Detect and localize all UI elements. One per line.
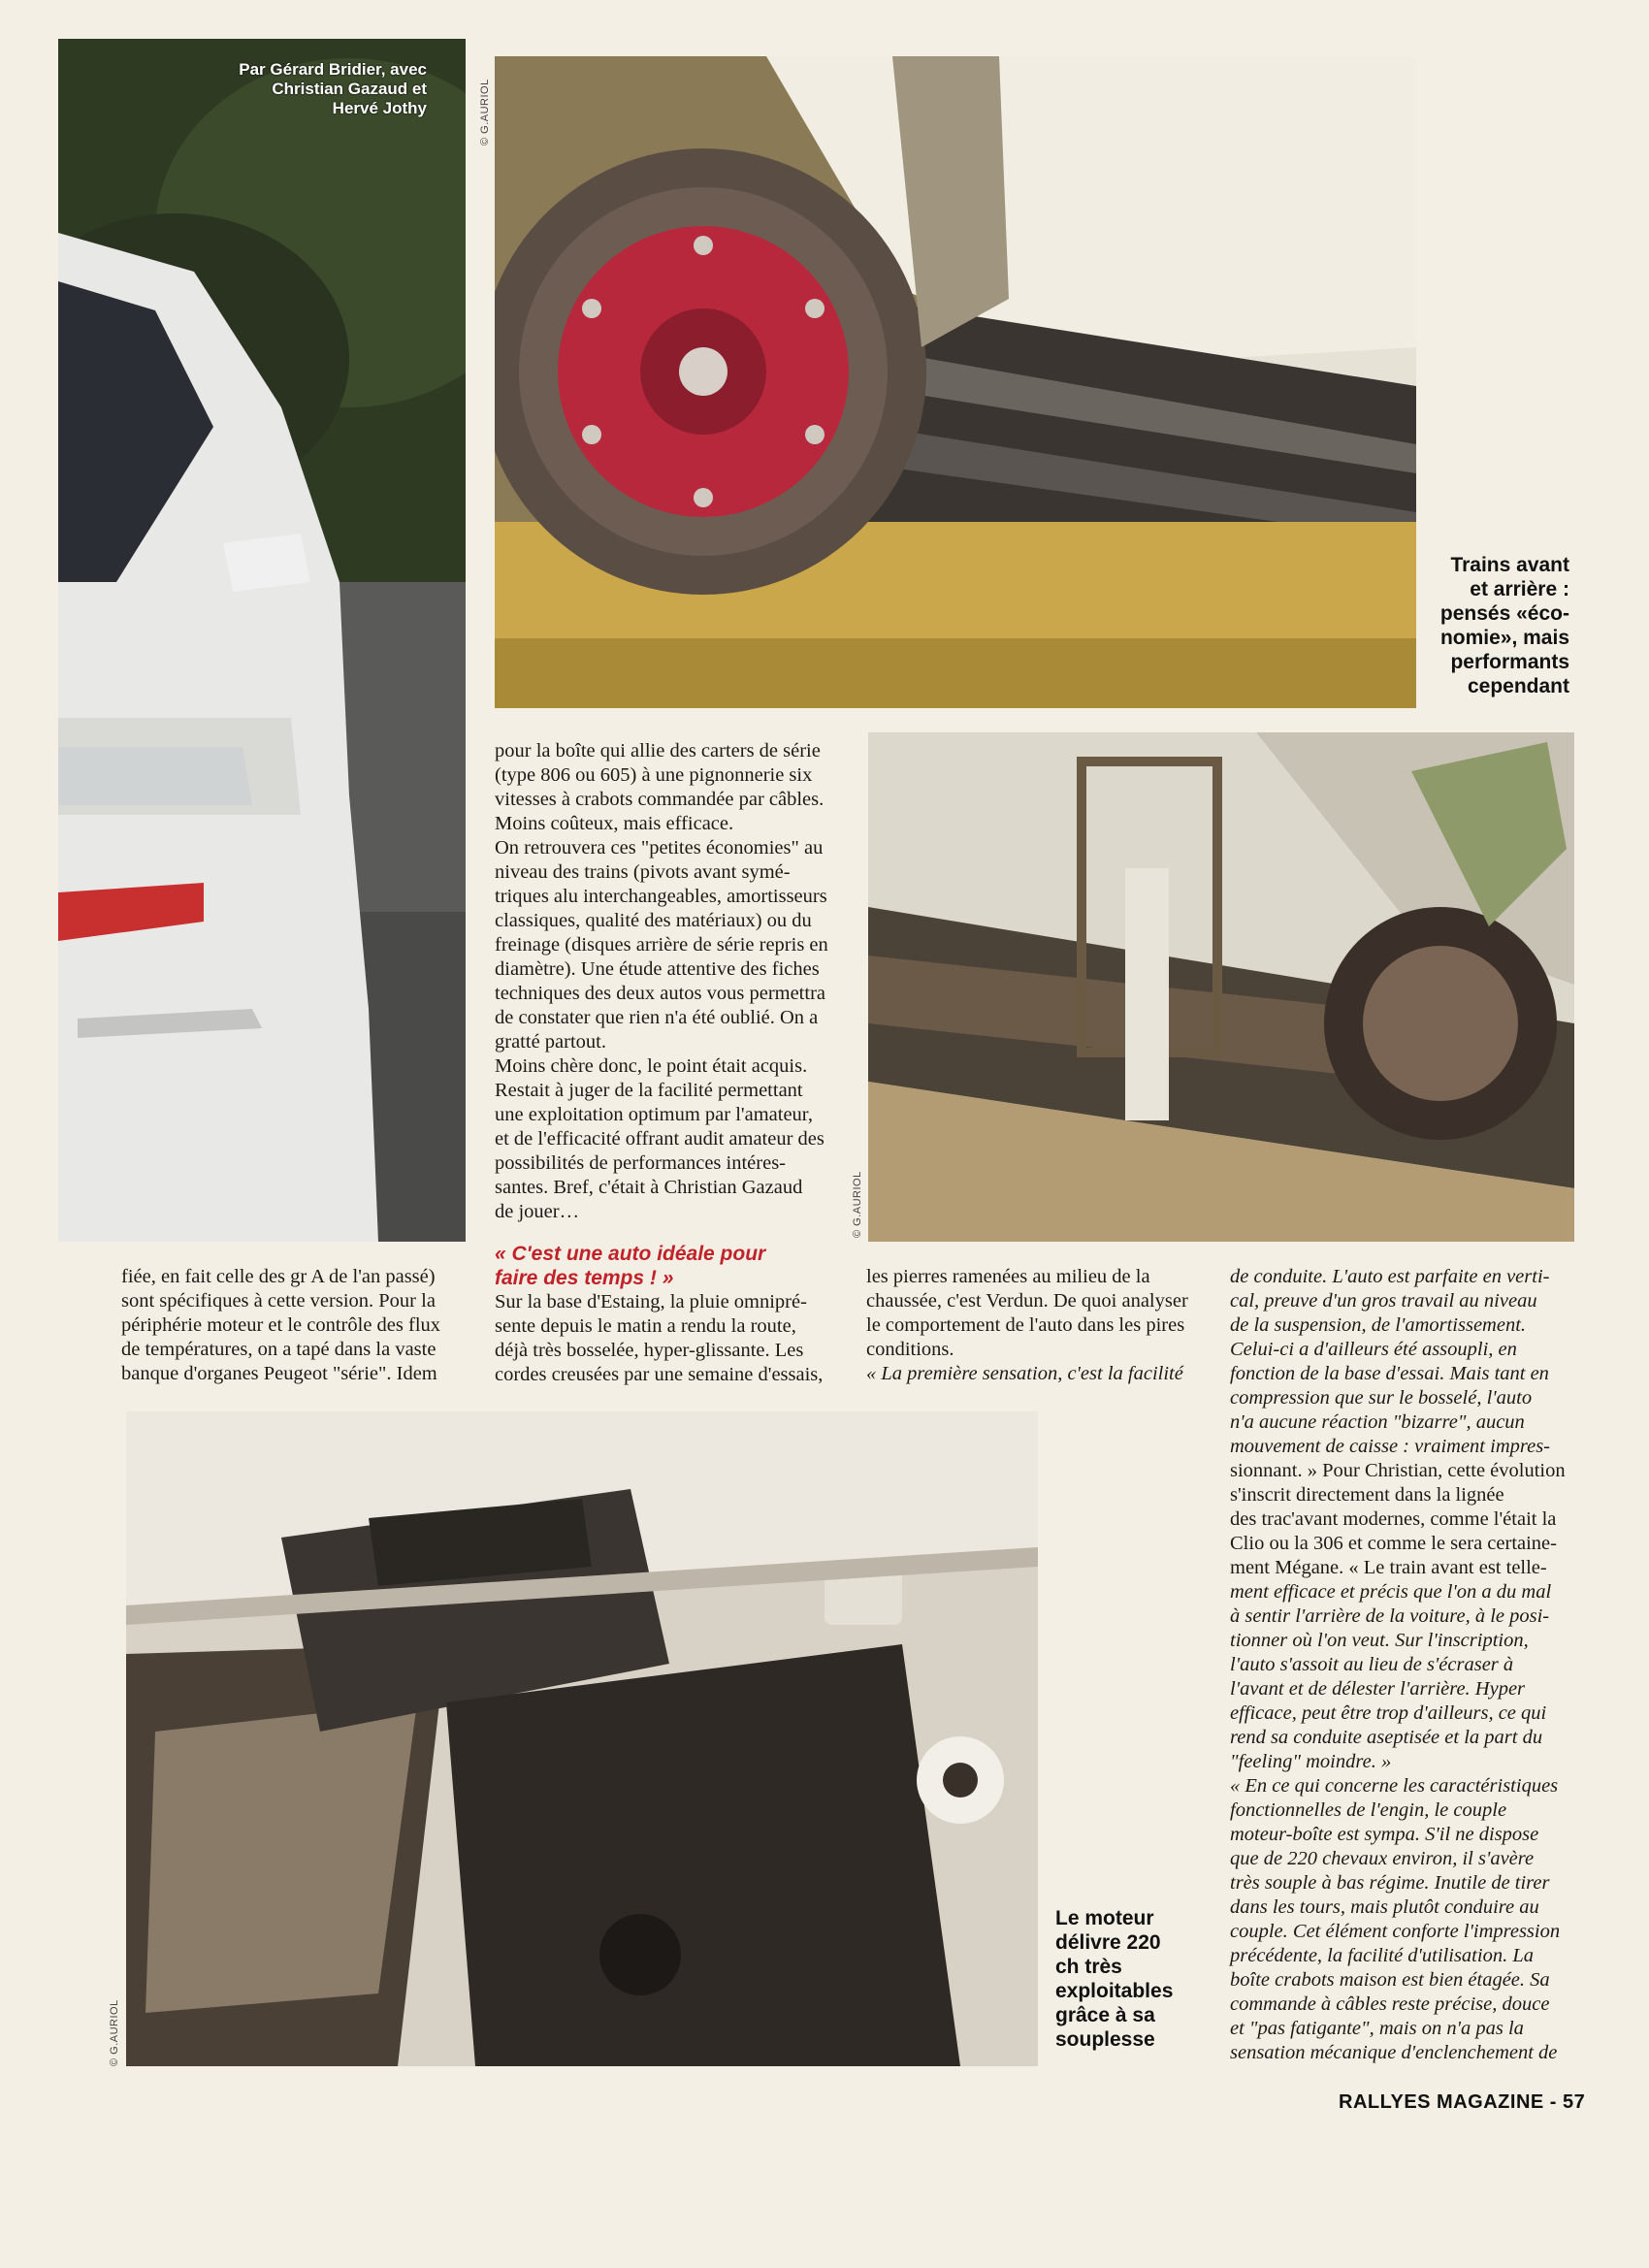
- text-line: fonction de la base d'essai. Mais tant en: [1230, 1363, 1549, 1384]
- article-col-mid: [495, 1290, 849, 1387]
- caption-engine-line-4: exploitables: [1055, 1980, 1174, 2002]
- text-line: sente depuis le matin a rendu la route,: [495, 1315, 796, 1337]
- caption-engine-line-2: délivre 220: [1055, 1931, 1161, 1954]
- text-line: conditions.: [866, 1339, 954, 1360]
- text-line: Celui-ci a d'ailleurs été assoupli, en: [1230, 1339, 1517, 1360]
- rear-axle-photo: [868, 732, 1574, 1242]
- text-line: Moins chère donc, le point était acquis.: [495, 1055, 808, 1077]
- text-line: tionner où l'on veut. Sur l'inscription,: [1230, 1630, 1529, 1651]
- article-subhead: [495, 1242, 849, 1290]
- text-line: efficace, peut être trop d'ailleurs, ce qui: [1230, 1702, 1547, 1724]
- caption-engine-line-1: Le moteur: [1055, 1907, 1154, 1929]
- article-col-mid2: [866, 1265, 1206, 1386]
- text-line: classiques, qualité des matériaux) ou du: [495, 910, 812, 931]
- suspension-photo: [495, 56, 1416, 708]
- article-col-right: [1230, 1265, 1576, 2065]
- caption-suspension-line-4: nomie», mais: [1439, 627, 1569, 649]
- text-line: banque d'organes Peugeot "série". Idem: [121, 1363, 437, 1384]
- text-line: cal, preuve d'un gros travail au niveau: [1230, 1290, 1537, 1312]
- photo-credit-rear-axle: © G.AURIOL: [852, 1171, 863, 1238]
- text-line: possibilités de performances intéres-: [495, 1152, 787, 1174]
- text-line: triques alu interchangeables, amortisseurs: [495, 886, 827, 907]
- article-col-center: [495, 739, 849, 1224]
- caption-suspension-line-3: pensés «éco-: [1439, 602, 1569, 625]
- text-line: chaussée, c'est Verdun. De quoi analyser: [866, 1290, 1188, 1312]
- text-line: compression que sur le bosselé, l'auto: [1230, 1387, 1533, 1409]
- byline: [155, 60, 427, 118]
- byline-line-1: Par Gérard Bridier, avec: [239, 60, 427, 79]
- text-line: couple. Cet élément conforte l'impression: [1230, 1921, 1561, 1942]
- article-col-left: [121, 1265, 466, 1386]
- photo-credit-suspension: © G.AURIOL: [479, 79, 491, 146]
- page-footer: RALLYES MAGAZINE - 57: [1339, 2091, 1586, 2113]
- text-line: Clio ou la 306 et comme le sera certaine-: [1230, 1533, 1557, 1554]
- text-line: diamètre). Une étude attentive des fiches: [495, 958, 820, 980]
- subhead-line-2: faire des temps ! »: [495, 1267, 674, 1289]
- text-line: de jouer…: [495, 1201, 580, 1222]
- subhead-line-1: « C'est une auto idéale pour: [495, 1243, 766, 1265]
- text-line: des trac'avant modernes, comme l'était la: [1230, 1508, 1557, 1530]
- text-line: boîte crabots maison est bien étagée. Sa: [1230, 1969, 1550, 1991]
- text-line: fiée, en fait celle des gr A de l'an passé): [121, 1266, 436, 1287]
- byline-line-3: Hervé Jothy: [332, 99, 427, 117]
- text-line: précédente, la facilité d'utilisation. La: [1230, 1945, 1534, 1966]
- text-line: n'a aucune réaction "bizarre", aucun: [1230, 1411, 1525, 1433]
- text-line: « La première sensation, c'est la facilité: [866, 1363, 1183, 1384]
- text-line: de températures, on a tapé dans la vaste: [121, 1339, 436, 1360]
- text-line: santes. Bref, c'était à Christian Gazaud: [495, 1177, 803, 1198]
- text-line: vitesses à crabots commandée par câbles.: [495, 789, 824, 810]
- text-line: fonctionnelles de l'engin, le couple: [1230, 1799, 1507, 1821]
- byline-line-2: Christian Gazaud et: [272, 80, 427, 98]
- text-line: que de 220 chevaux environ, il s'avère: [1230, 1848, 1535, 1869]
- caption-engine-line-3: ch très: [1055, 1956, 1122, 1978]
- text-line: de conduite. L'auto est parfaite en verti-: [1230, 1266, 1550, 1287]
- photo-credit-engine: © G.AURIOL: [109, 1999, 120, 2066]
- text-line: de la suspension, de l'amortissement.: [1230, 1314, 1527, 1336]
- text-line: de constater que rien n'a été oublié. On a: [495, 1007, 819, 1028]
- engine-photo: [126, 1411, 1038, 2066]
- text-line: Moins coûteux, mais efficace.: [495, 813, 734, 834]
- text-line: périphérie moteur et le contrôle des flux: [121, 1314, 441, 1336]
- text-line: "feeling" moindre. »: [1230, 1751, 1392, 1772]
- text-line: gratté partout.: [495, 1031, 606, 1053]
- text-line: sont spécifiques à cette version. Pour la: [121, 1290, 436, 1312]
- text-line: l'avant et de délester l'arrière. Hyper: [1230, 1678, 1526, 1700]
- text-line: sensation mécanique d'enclenchement de: [1230, 2042, 1558, 2063]
- text-line: (type 806 ou 605) à une pignonnerie six: [495, 764, 813, 786]
- text-line: sionnant. » Pour Christian, cette évolution: [1230, 1460, 1566, 1481]
- text-line: rend sa conduite aseptisée et la part du: [1230, 1727, 1543, 1748]
- text-line: mouvement de caisse : vraiment impres-: [1230, 1436, 1550, 1457]
- text-line: ment efficace et précis que l'on a du mal: [1230, 1581, 1552, 1603]
- text-line: On retrouvera ces "petites économies" au: [495, 837, 824, 859]
- text-line: à sentir l'arrière de la voiture, à le posi-: [1230, 1605, 1550, 1627]
- text-line: très souple à bas régime. Inutile de tirer: [1230, 1872, 1550, 1894]
- caption-suspension-line-5: performants: [1450, 651, 1569, 673]
- text-line: techniques des deux autos vous permettra: [495, 983, 826, 1004]
- text-line: niveau des trains (pivots avant symé-: [495, 861, 791, 883]
- text-line: cordes creusées par une semaine d'essais,: [495, 1364, 824, 1385]
- text-line: « En ce qui concerne les caractéristiques: [1230, 1775, 1559, 1797]
- caption-engine: [1055, 1906, 1211, 2052]
- text-line: Sur la base d'Estaing, la pluie omnipré-: [495, 1291, 807, 1312]
- caption-suspension-line-6: cependant: [1467, 675, 1569, 697]
- caption-suspension-line-1: Trains avant: [1450, 554, 1569, 576]
- text-line: déjà très bosselée, hyper-glissante. Les: [495, 1340, 804, 1361]
- text-line: et "pas fatigante", mais on n'a pas la: [1230, 2018, 1524, 2039]
- text-line: et de l'efficacité offrant audit amateur des: [495, 1128, 824, 1150]
- caption-suspension-line-2: et arrière :: [1470, 578, 1569, 600]
- text-line: freinage (disques arrière de série repris en: [495, 934, 828, 956]
- text-line: pour la boîte qui allie des carters de série: [495, 740, 821, 761]
- text-line: moteur-boîte est sympa. S'il ne dispose: [1230, 1824, 1539, 1845]
- caption-suspension: [1424, 553, 1569, 698]
- car-photo: [58, 39, 466, 1242]
- text-line: dans les tours, mais plutôt conduire au: [1230, 1896, 1539, 1918]
- text-line: commande à câbles reste précise, douce: [1230, 1993, 1550, 2015]
- text-line: s'inscrit directement dans la lignée: [1230, 1484, 1504, 1506]
- text-line: ment Mégane. « Le train avant est telle-: [1230, 1557, 1547, 1578]
- text-line: une exploitation optimum par l'amateur,: [495, 1104, 813, 1125]
- text-line: Restait à juger de la facilité permettant: [495, 1080, 803, 1101]
- caption-engine-line-5: grâce à sa: [1055, 2004, 1155, 2026]
- caption-engine-line-6: souplesse: [1055, 2028, 1155, 2051]
- text-line: l'auto s'assoit au lieu de s'écraser à: [1230, 1654, 1514, 1675]
- text-line: le comportement de l'auto dans les pires: [866, 1314, 1185, 1336]
- text-line: les pierres ramenées au milieu de la: [866, 1266, 1150, 1287]
